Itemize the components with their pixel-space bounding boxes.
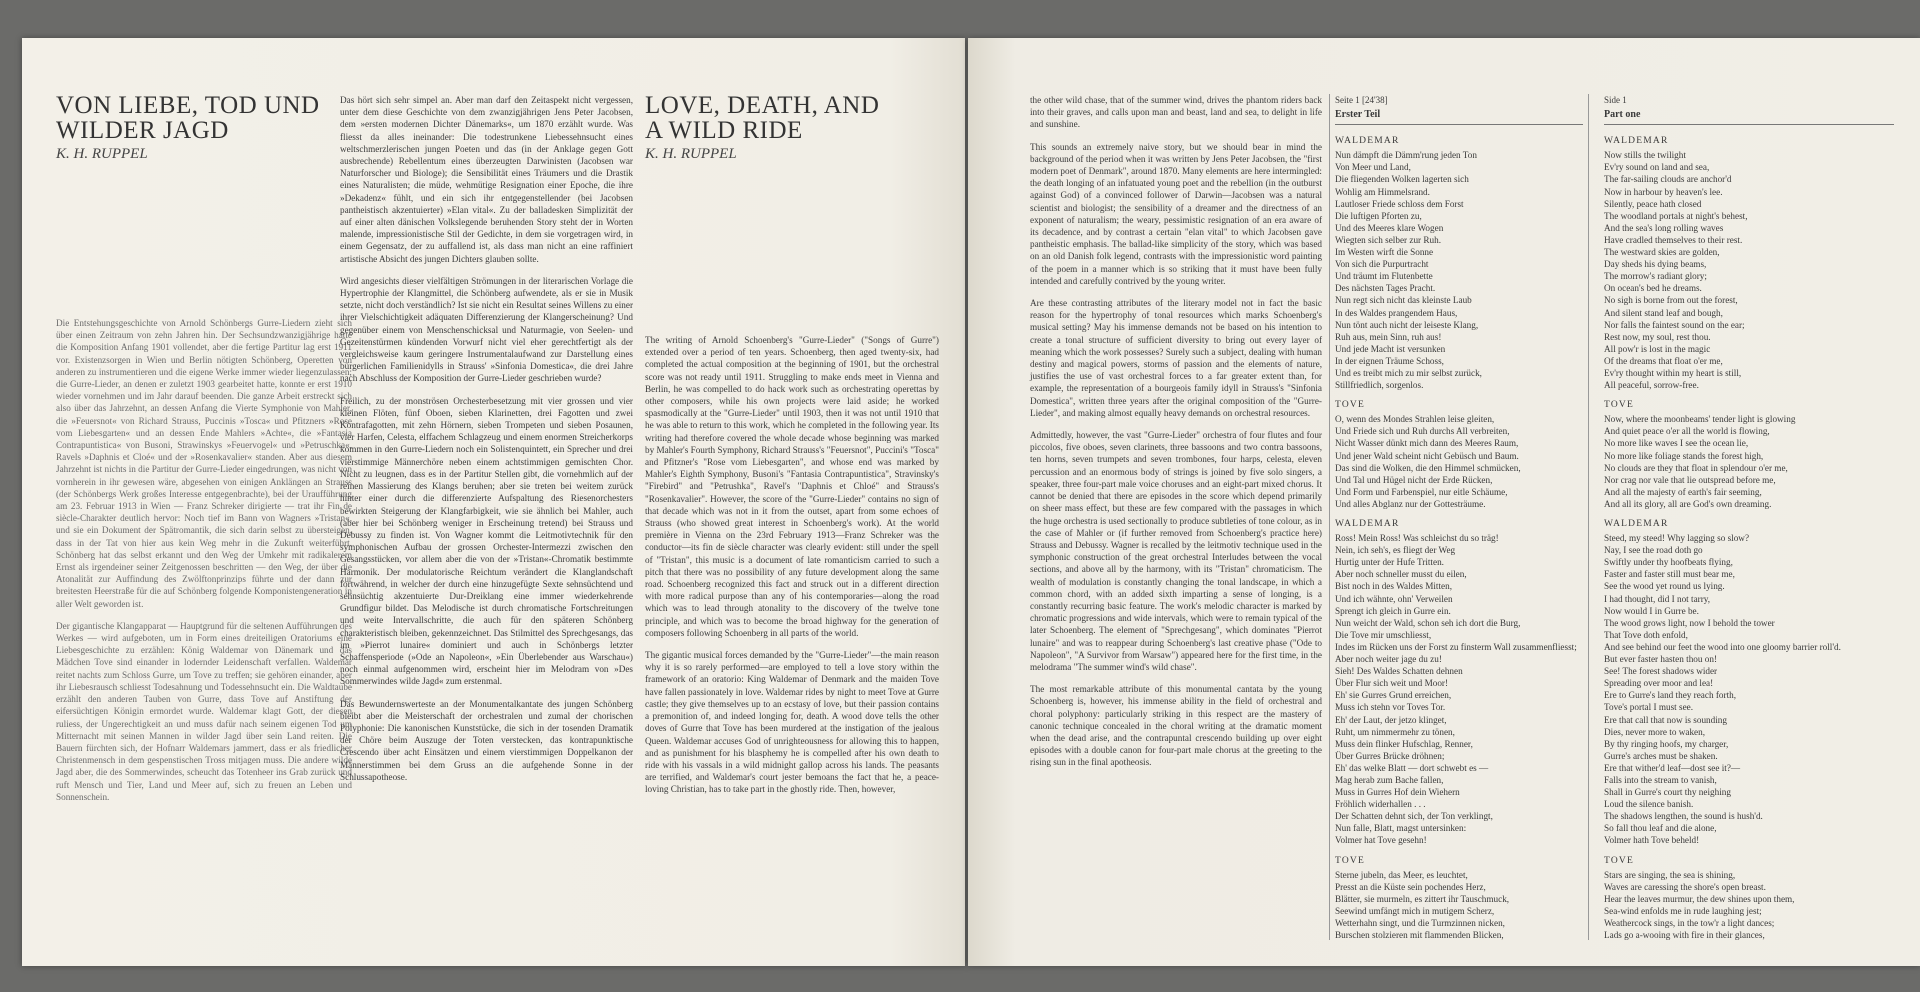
speaker-name: TOVE [1335,400,1365,411]
lyrics-lines [1604,532,1894,846]
lyric-line: Tove's portal I must see. [1604,702,1694,713]
lyric-line: Ross! Mein Ross! Was schleichst du so träg! [1335,533,1499,544]
lyric-line: All peaceful, sorrow-free. [1604,380,1699,391]
lyric-line: On ocean's bed he dreams. [1604,283,1702,294]
lyric-line: Und jener Wald scheint nicht Gebüsch und Baum. [1335,450,1519,461]
english-author: K. H. RUPPEL [645,146,737,162]
lyric-line: Now stills the twilight [1604,150,1686,161]
lyric-line: By thy ringing hoofs, my charger, [1604,738,1729,749]
speaker-name: TOVE [1604,400,1634,411]
column-divider [1588,94,1589,940]
lyric-line: The shadows lengthen, the sound is hush'd. [1604,811,1763,822]
lyric-line: Nun dämpft die Dämm'rung jeden Ton [1335,150,1477,161]
paragraph: The most remarkable attribute of this monumental cantata by the young Schoenberg is, however, his immense ability in the field of orchestral and choral polyphony: particularly striking in this respect are the mastery of canonic technique concealed in the choral writing at the dramatic moment when the dead arise, and the contrapuntal crescendo building up over eight episodes with a double canon for four-part male chorus at the greeting to the rising sun in the final apotheosis. [1030,684,1322,768]
lyric-line: Nun tönt auch nicht der leiseste Klang, [1335,319,1479,330]
lyrics-section [1335,518,1583,847]
lyric-line: O, wenn des Mondes Strahlen leise gleiten, [1335,414,1495,425]
lyric-line: Weathercock sings, in the tow'r a light dances; [1604,918,1775,928]
lyric-line: Von sich die Purpurtracht [1335,259,1429,270]
german-text-column-1 [56,317,352,813]
lyric-line: Stillfriedlich, sorgenlos. [1335,380,1424,391]
paragraph: This sounds an extremely naive story, but we should bear in mind the background of the period when it was written by Jens Peter Jacobsen, the "first modern poet of Denmark", around 1870. Many elements are here intermingled: the death longing of an infatuated young poet and the rebellion (in the outburst against God) of a convinced follower of Darwin—Jacobsen was a natural scientist and biologist; the sensibility of a dreamer and the directness of an exponent of naturalism; the weary, pessimistic resignation of an era aware of its decadence, and by contrast a certain "elan vital" to which Jacobsen gave pantheistic emphasis. The ballad-like simplicity of the story, which was based on an old Danish folk legend, contrasts with the impressionistic word painting of the poem in a manner which is so striking that it must have been fully intended and carefully contrived by the young writer. [1030,141,1322,286]
english-text-column-2 [1030,94,1322,779]
lyric-line: Now, where the moonbeams' tender light is glowing [1604,414,1796,425]
lyric-line: Ev'ry sound on land and sea, [1604,162,1710,173]
lyric-line: Ere to Gurre's land they reach forth, [1604,690,1737,701]
lyric-line: The westward skies are golden, [1604,247,1720,258]
lyric-line: Ere that call that now is sounding [1604,714,1727,725]
lyric-line: Nun weicht der Wald, schon seh ich dort die Burg, [1335,617,1521,628]
lyric-line: Und träumt im Flutenbette [1335,271,1433,282]
lyrics-german-column [1335,94,1583,940]
lyrics-section [1335,855,1583,940]
lyric-line: Das sind die Wolken, die den Himmel schmücken, [1335,462,1521,473]
english-title-line2: A WILD RIDE [645,117,803,144]
lyric-line: Hear the leaves murmur, the dew shines upon them, [1604,893,1795,904]
lyric-line: The woodland portals at night's behest, [1604,210,1748,221]
paragraph: Das hört sich sehr simpel an. Aber man darf den Zeitaspekt nicht vergessen, unter dem diese Geschichte von dem zwanzigjährigen Jens Peter Jacobsen, dem »ersten modernen Dichter Dänemarks«, um 1870 erzählt wurde. Was fliesst da alles ineinander: Die todestrunkene Liebessehnsucht eines weltschmerzlerischen jungen Poeten und das (in der Anklage gegen Gott ausbrechende) Rebellentum eines überzeugten Darwinisten (Jacobsen war Naturforscher und Biologe); die Sensibilität eines Träumers und die Drastik eines Naturalisten; die müde, wehmütige Resignation einer Epoche, die ihre »Dekadenz« fühlt, und ein sich ihr entgegenstellender (bei Jacobsen pantheistisch akzentuierter) »Elan vital«. Zu der balladesken Simplizität der auf einer alten dänischen Volkslegende beruhenden Story steht der in Worten malende, impressionistische Stil der Gedichte, in dem sie vorgetragen wird, in einem Gegensatz, der zu auffallend ist, als dass man nicht an eine raffiniert artistische Absicht des jungen Dichters glauben sollte. [340,95,633,264]
lyric-line: Muss ich stehn vor Toves Tor. [1335,702,1446,713]
english-title [645,93,879,143]
lyric-line: Loud the silence banish. [1604,799,1694,810]
lyric-line: No more like waves I see the ocean lie, [1604,438,1749,449]
lyric-line: Sea-wind enfolds me in rude laughing jest; [1604,905,1762,916]
lyrics-lines [1604,413,1894,510]
lyric-line: Über Gurres Brücke dröhnen; [1335,750,1445,761]
speaker-name: TOVE [1604,855,1634,866]
speaker-name: WALDEMAR [1604,519,1669,529]
lyric-line: And silent stand leaf and bough, [1604,307,1723,318]
paragraph: the other wild chase, that of the summer wind, drives the phantom riders back into their graves, and calls upon man and beast, land and sea, to delight in life and sunshine. [1030,95,1322,130]
lyric-line: The morrow's radiant glory; [1604,271,1707,282]
lyric-line: Im Westen wirft die Sonne [1335,247,1434,258]
lyric-line: Von Meer und Land, [1335,162,1411,173]
speaker-name: WALDEMAR [1335,519,1400,529]
lyric-line: Nun falle, Blatt, magst untersinken: [1335,823,1467,834]
lyric-line: Und Tal und Hügel nicht der Erde Rücken, [1335,474,1493,485]
lyric-line: Nor falls the faintest sound on the ear; [1604,319,1745,330]
lyric-line: Of the dreams that float o'er me, [1604,355,1723,366]
lyric-line: Nicht Wasser dünkt mich dann des Meeres Raum, [1335,438,1519,449]
lyric-line: Falls into the stream to vanish, [1604,774,1717,785]
lyric-line: Dies, never more to waken, [1604,726,1706,737]
lyric-line: Eh' der Laut, der jetzo klinget, [1335,714,1447,725]
english-title-line1: LOVE, DEATH, AND [645,92,880,119]
german-title-line1: VON LIEBE, TOD UND [56,92,320,119]
lyric-line: Des nächsten Tages Pracht. [1335,283,1436,294]
lyric-line: Gurre's arches must be shaken. [1604,750,1718,761]
lyric-line: Now in harbour by heaven's lee. [1604,186,1723,197]
paragraph: Are these contrasting attributes of the literary model not in fact the basic reason for the hypertrophy of tonal resources which marks Schoenberg's musical setting? May his immense demands not be based on his intention to create a tonal structure of sufficient diversity to bring out every layer of meaning which the work possesses? Surely such a subject, dealing with human destiny and magical powers, storms of passion and the elements of nature, justifies the use of vast orchestral forces to a far greater extent than, for example, the representation of a bourgeois family idyll in Strauss's "Sinfonia Domestica", written three years after the original composition of the "Gurre-Lieder", and making almost equally heavy demands on orchestral resources. [1030,298,1322,418]
lyric-line: Presst an die Küste sein pochendes Herz, [1335,881,1486,892]
lyric-line: Die fliegenden Wolken lagerten sich [1335,174,1469,185]
lyric-line: See the wood yet round us lying. [1604,581,1725,592]
lyric-line: Und ich wähnte, ohn' Verweilen [1335,593,1453,604]
lyric-line: In der eignen Träume Schoss, [1335,355,1444,366]
lyric-line: Der Schatten dehnt sich, der Ton verklingt, [1335,811,1493,822]
lyric-line: Blätter, sie murmeln, es zittert ihr Tauschmuck, [1335,893,1510,904]
lyric-line: Und jede Macht ist versunken [1335,343,1446,354]
german-text-column-2 [340,94,633,793]
lyric-line: Volmer hath Tove beheld! [1604,835,1700,846]
speaker-name: TOVE [1335,855,1365,866]
lyric-line: Now would I in Gurre be. [1604,605,1699,616]
lyric-line: Und des Meeres klare Wogen [1335,222,1444,233]
lyric-line: And the sea's long rolling waves [1604,222,1724,233]
lyric-line: No clouds are they that float in splendour o'er me, [1604,462,1788,473]
lyric-line: Aber noch schneller musst du eilen, [1335,569,1467,580]
part-label: Erster Teil [1335,109,1583,125]
left-page [22,38,965,966]
lyrics-lines [1604,869,1894,940]
lyric-line: Waves are caressing the shore's open breast. [1604,881,1766,892]
lyric-line: Stars are singing, the sea is shining, [1604,869,1736,880]
lyric-line: Und es treibt mich zu mir selbst zurück, [1335,367,1482,378]
lyrics-english-column [1604,94,1894,940]
lyric-line: Shall in Gurre's court thy neighing [1604,787,1731,798]
lyric-line: And quiet peace o'er all the world is flowing, [1604,426,1770,437]
lyric-line: Nein, ich seh's, es fliegt der Weg [1335,545,1456,556]
lyric-line: Aber noch weiter jage du zu! [1335,654,1442,665]
german-author: K. H. RUPPEL [56,146,148,162]
lyrics-lines [1335,869,1583,940]
german-title-line2: WILDER JAGD [56,117,229,144]
paragraph: Freilich, zu der monströsen Orchesterbesetzung mit vier grossen und vier kleinen Flöten, fünf Oboen, sieben Klarinetten, drei Fagotten und zwei Kontrafagotten, mit zehn Hörnern, sieben Trompeten und sieben Posaunen, vier Harfen, Celesta, elffachem Schlagzeug und einem enormen Streicherkorps kommen in den Gurre-Liedern noch ein Solistenquintett, ein Sprecher und drei vierstimmige Männerchöre neben einem achtstimmigen gemischten Chor. Nicht zu leugnen, dass es in der Partitur Stellen gibt, die vornehmlich auf der reinen Massierung des Klangs beruhen; aber sie treten bei weitem zurück hinter einer durch die differenzierte Aufspaltung des Riesenorchesters bewirkten Steigerung der Klangfarbigkeit, wie sie ähnlich bei Mahler, auch (aber hier bei Schönberg weniger in Erscheinung tretend) bei Strauss und Debussy zu finden ist. Von Wagner kommt die Leitmotivtechnik für den symphonischen Aufbau der grossen Orchester-Intermezzi zwischen den Gesangsstücken, vor allem aber die von der »Tristan«-Chromatik bestimmte Harmonik. Der modulatorische Reichtum verändert die Klanglandschaft fortwährend, in welcher der durch eine hinzugefügte Sexte sehnsüchtend und sehnsüchtig akzentuierte Dur-Dreiklang eine immer wiederkehrende Grundfigur bildet. Das Melodische ist durch chromatische Fortschreitungen und weite Intervallschritte, die auch für den späteren Schönberg charakteristisch bleiben, gekennzeichnet. Das Stilmittel des Sprechgesangs, das im »Pierrot lunaire« dominiert und auch in Schönbergs letzter Schaffensperiode (»Ode an Napoleon«, »Ein Überlebender aus Warschau«) noch einmal aufgenommen wird, erscheint hier im Melodram von »Des Sommerwindes wilde Jagd« zum erstenmal. [340,395,633,687]
lyric-line: Burschen stolzieren mit flammenden Blicken, [1335,930,1504,940]
lyric-line: Sprengt ich gleich in Gurre ein. [1335,605,1451,616]
lyrics-section [1335,135,1583,391]
lyric-line: Bist noch in des Waldes Mitten, [1335,581,1452,592]
lyric-line: Nor crag nor vale that lie outspread before me, [1604,474,1776,485]
lyrics-section [1604,135,1894,391]
lyric-line: Nay, I see the road doth go [1604,545,1703,556]
lyric-line: Volmer hat Tove gesehn! [1335,835,1427,846]
paragraph: Wird angesichts dieser vielfältigen Strömungen in der literarischen Vorlage die Hypertrophie der Klangmittel, die Schönberg aufwendete, als er sie in Musik setzte, nicht doch verständlich? Ist sie nicht ein Resultat seines Willens zu einer ihrer Vielschichtigkeit adäquaten Differenzierung der Klangerscheinung? Und gegenüber einem von Menschenschicksal und Naturmagie, von Seelen- und Gezeitenstürmen kündenden Vorwurf nicht viel eher gerechtfertigt als der vergleichsweise kaum geringere Instrumentalaufwand zur Darstellung eines bürgerlichen Familienidylls in Strauss' »Sinfonia Domestica«, die drei Jahre nach Abschluss der Komposition der Gurre-Lieder geschrieben wurde? [340,275,633,384]
lyric-line: So fall thou leaf and die alone, [1604,823,1717,834]
lyric-line: Nun regt sich nicht das kleinste Laub [1335,295,1472,306]
lyric-line: Day sheds his dying beams, [1604,259,1707,270]
lyric-line: The far-sailing clouds are anchor'd [1604,174,1732,185]
english-text-column-1 [645,334,939,806]
part-label: Part one [1604,109,1894,125]
paragraph: Admittedly, however, the vast "Gurre-Lieder" orchestra of four flutes and four piccolos, five oboes, seven clarinets, three bassoons and two contra bassoons, ten horns, seven trumpets and seven trombones, four harps, celesta, eleven percussion and an enormous body of strings is joined by five solo singers, a speaker, three four-part male voice choruses and an eight-part mixed chorus. It cannot be denied that there are episodes in the score which depend primarily on sheer mass effect, but these are few compared with the passages in which the huge orchestra is used sectionally to produce subtleties of tone colour, as in the case of Mahler or (if further removed from Schoenberg's practice here) Strauss and Debussy. Wagner is recalled by the leitmotiv technique used in the symphonic construction of the great orchestral Interludes between the vocal sections, and above all by the harmony, with its "Tristan" chromaticism. The wealth of modulation is constantly changing the tonal landscape, in which a common chord, with an added sixth imparting a sense of longing, is a constantly recurring basic feature. The work's melodic character is marked by chromatic progressions and wide intervals, which were to remain typical of the later Schoenberg. The element of "Sprechgesang", which dominates "Pierrot lunaire" and was to reappear during Schoenberg's last creative phase ("Ode to Napoleon", "A Survivor from Warsaw") appeared here for the first time, in the melodrama "The summer wind's wild chase". [1030,430,1322,672]
lyric-line: Fröhlich widerhallen . . . [1335,799,1426,810]
lyric-line: Have cradled themselves to their rest. [1604,234,1743,245]
lyric-line: The wood grows light, now I behold the tower [1604,617,1775,628]
lyric-line: Lads go a-wooing with fire in their glances, [1604,930,1765,940]
lyric-line: Ruh aus, mein Sinn, ruh aus! [1335,331,1442,342]
paragraph: The gigantic musical forces demanded by the "Gurre-Lieder"—the main reason why it is so rarely performed—are employed to tell a love story within the framework of an oratorio: King Waldemar of Denmark and the maiden Tove have fallen passionately in love. Waldemar rides by night to meet Tove at Gurre castle; they give themselves up to an ecstasy of love, but their passion contains a premonition of, and indeed longing for, death. A wood dove tells the other doves of Gurre that Tove has been murdered at the instigation of the jealous Queen. Waldemar accuses God of unrighteousness for allowing this to happen, and as punishment for his blasphemy he is compelled after his own death to ride with his vassals in a wild midnight gallop across his lands. The peasants are terrified, and Waldemar's court jester bemoans the fact that he, a peace-loving Christian, has to take part in the ghostly ride. Then, however, [645,650,939,795]
lyric-line: I had thought, did I not tarry, [1604,593,1711,604]
lyric-line: Die Tove mir umschliesst, [1335,629,1432,640]
lyrics-lines [1335,532,1583,846]
lyric-line: Swiftly under thy hoofbeats flying, [1604,557,1733,568]
lyric-line: See! The forest shadows wider [1604,666,1718,677]
lyrics-section [1604,855,1894,940]
lyrics-lines [1604,149,1894,391]
lyric-line: Hurtig unter der Hufe Tritten. [1335,557,1444,568]
lyric-line: All pow'r is lost in the magic [1604,343,1711,354]
lyric-line: Und Form und Farbenspiel, nur eitle Schäume, [1335,486,1508,497]
column-divider [1329,94,1330,940]
lyric-line: Lautloser Friede schloss dem Forst [1335,198,1464,209]
album-booklet-spread [22,38,1920,966]
paragraph: The writing of Arnold Schoenberg's "Gurre-Lieder" ("Songs of Gurre") extended over a period of ten years. Schoenberg, then aged twenty-six, had completed the actual composition at the beginning of 1901, but the orchestral score was not ready until 1911. Struggling to make ends meet in Vienna and Berlin, he was compelled to do hack work such as orchestrating operettas by other composers, while his own projects were laid aside; he worked spasmodically at the "Gurre-Lieder" until 1903, then it was not until 1910 that he was able to return to this work, which he completed in the following year. Its writing had therefore covered the whole decade whose beginning was marked by Mahler's Fourth Symphony, Richard Strauss's "Feuersnot", Puccini's "Tosca" and Pfitzner's "Rose vom Liebesgarten", and whose end was marked by Mahler's Eighth Symphony, Busoni's "Fantasia Contrapuntistica", Stravinsky's "Firebird" and "Petrushka", Ravel's "Daphnis et Chloé" and Strauss's "Rosenkavalier". However, the score of the "Gurre-Lieder" contains no sign of that decade which was not in it from the outset, apart from some echoes of Strauss (who showed great interest in Schoenberg's work). At the world première in Vienna on the 23rd February 1913—Franz Schreker was the conductor—its fin de siècle character was clearly evident: still under the spell of "Tristan", this music is a document of late romanticism carried to such a pitch that there was no possibility of any future development along the same road. Schoenberg recognized this fact and struck out in a different direction with more radical purpose than any of his contemporaries—along the road which was to lead through atonality to the discovery of the twelve tone principle, and which was to become the broad highway for the generation of composers following Schoenberg in all parts of the world. [645,335,939,638]
lyric-line: Ere that wither'd leaf—dost see it?— [1604,762,1741,773]
lyric-line: Und alles Abglanz nur der Gottesträume. [1335,498,1486,509]
lyrics-lines [1335,149,1583,391]
lyric-line: Eh' sie Gurres Grund erreichen, [1335,690,1452,701]
lyric-line: Rest now, my soul, rest thou. [1604,331,1711,342]
lyric-line: Indes im Rücken uns der Forst zu finsterm Wall zusammenfliesst; [1335,641,1577,652]
lyric-line: Wetterhahn singt, und die Turmzinnen nicken, [1335,918,1505,928]
lyric-line: Faster and faster still must bear me, [1604,569,1735,580]
lyric-line: No more like foliage stands the forest high, [1604,450,1764,461]
lyric-line: Über Flur sich weit und Moor! [1335,678,1449,689]
lyrics-section [1604,399,1894,510]
lyric-line: Eh' das welke Blatt — dort schwebt es — [1335,762,1489,773]
side-label: Side 1 [1604,95,1627,105]
paragraph: Der gigantische Klangapparat — Hauptgrund für die seltenen Aufführungen des Werkes — wird aufgeboten, um in Form eines dreiteiligen Oratoriums eine Liebesgeschichte zu erzählen: König Waldemar von Dänemark und das Mädchen Tove sind einander in lodernder Leidenschaft verfallen. Waldemar reitet nachts zum Schloss Gurre, um Tove zu treffen; sie gehören einander, aber ihr Liebesrausch schliesst Todesahnung und Todessehnsucht ein. Die Waldtaube erzählt den anderen Tauben von Gurre, dass Tove auf Anstiftung der eifersüchtigen Königin ermordet wurde. Waldemar klagt Gott, der diesen ruliess, der Ungerechtigkeit an und muss dafür nach seinem eigenen Tod um Mitternacht mit seinen Mannen in wilder Jagd über sein Land reiten. Die Bauern fürchten sich, der Hofnarr Waldemars jammert, dass er als friedlicher Christenmensch in dem gespenstischen Tross mitjagen muss. Die andere wilde Jagd aber, die des Sommerwindes, scheucht das Totenheer ins Grab zurück und ruft Mensch und Tier, Land und Meer auf, sich zu freuen an Leben und Sonnenschein. [56,620,352,802]
lyric-line: In des Waldes prangendem Haus, [1335,307,1458,318]
speaker-name: WALDEMAR [1604,136,1669,147]
paragraph: Das Bewundernswerteste an der Monumentalkantate des jungen Schönberg bleibt aber die Meisterschaft der orchestralen und zumal der chorischen Polyphonie: Die kanonischen Kunststücke, die sich in der tosenden Dramatik der Chöre beim Auszuge der Toten verstecken, das kontrapunktische Crescendo über acht Einsätzen und einem vierstimmigen Doppelkanon der Männerstimmen bei dem Gruss an die aufgehende Sonne in der Schlussapotheose. [340,698,633,782]
side-label: Seite 1 [24'38] [1335,95,1388,105]
lyric-line: And all the majesty of earth's fair seeming, [1604,486,1762,497]
right-page [968,38,1920,966]
lyrics-section [1604,518,1894,847]
lyric-line: That Tove doth enfold, [1604,629,1688,640]
lyric-line: Seewind umfängt mich in mutigem Scherz, [1335,905,1495,916]
lyric-line: Wiegten sich selber zur Ruh. [1335,234,1442,245]
lyric-line: Silently, peace hath closed [1604,198,1702,209]
lyric-line: Ruht, um nimmermehr zu tönen, [1335,726,1455,737]
lyric-line: No sigh is borne from out the forest, [1604,295,1738,306]
speaker-name: WALDEMAR [1335,136,1400,147]
german-title [56,93,320,143]
lyric-line: And see behind our feet the wood into one gloomy barrier roll'd. [1604,641,1841,652]
lyric-line: But ever faster hasten thou on! [1604,654,1718,665]
lyric-line: Steed, my steed! Why lagging so slow? [1604,533,1750,544]
lyrics-lines [1335,413,1583,510]
lyric-line: Sterne jubeln, das Meer, es leuchtet, [1335,869,1468,880]
lyric-line: And all its glory, all are God's own dreaming. [1604,498,1772,509]
lyric-line: Muss dein flinker Hufschlag, Renner, [1335,738,1473,749]
lyrics-section [1335,399,1583,510]
lyric-line: Muss in Gurres Hof dein Wiehern [1335,787,1460,798]
lyric-line: Wohlig am Himmelsrand. [1335,186,1430,197]
lyric-line: Die luftigen Pforten zu, [1335,210,1422,221]
lyric-line: Ev'ry thought within my heart is still, [1604,367,1742,378]
lyric-line: Mag herab zum Bache fallen, [1335,774,1444,785]
lyric-line: Und Friede sich und Ruh durchs All verbreiten, [1335,426,1510,437]
lyric-line: Sieh! Des Waldes Schatten dehnen [1335,666,1463,677]
paragraph: Die Entstehungsgeschichte von Arnold Schönbergs Gurre-Liedern zieht sich über einen Zeitraum von zehn Jahren hin. Der Sechsundzwanzigjährige hatte die Komposition Anfang 1901 vollendet, aber die fertige Partitur lag erst 1911 vor. Existenzsorgen in Wien und Berlin nötigten Schönberg, Operetten von anderen zu instrumentieren und die eigene Werke immer wieder liegenzulassen; die Gurre-Lieder, an denen er zuletzt 1903 gearbeitet hatte, konnte er erst 1910 wieder vornehmen und im Jahr darauf beenden. Die ganze Arbeit erstreckt sich also über das Jahrzehnt, an dessen Anfang die Vierte Symphonie von Mahler, die »Feuersnot« von Richard Strauss, Puccinis »Tosca« und Pfitzners »Rose vom Liebesgarten« und an dessen Ende Mahlers »Achte«, die »Fantasia Contrapuntistica« von Busoni, Strawinskys »Feuervogel« und »Petruschka«, Ravels »Daphnis et Cloé« und der »Rosenkavalier« standen. Aber aus diesem Jahrzehnt ist nichts in die Partitur der Gurre-Lieder eingedrungen, was nicht von vornherein in ihr gewesen wäre, abgesehen von einigen Anklängen an Strauss (der Schönbergs Werk großes Interesse entgegenbrachte), bei der Uraufführung am 23. Februar 1913 in Wien — Franz Schreker dirigierte — trat ihr Fin de siècle-Charakter deutlich hervor: Noch tief im Bann von Wagners »Tristan«, und sie ein Dokument der Spätromantik, die sich darin selbst zu übersteigen, dass in der Tat von hier aus kein Weg mehr in die Zukunft weiterführt. Schönberg hat das selbst erkannt und den Weg der Umkehr mit radikalerem Ernst als irgendeiner seiner Zeitgenossen beschritten — den Weg, der über die Atonalität zur Auffindung des Zwölftonprinzips führte und der dann zur breitesten Heerstraße für die auf Schönberg folgende Komponistengeneration in aller Welt geworden ist. [56,318,352,609]
lyric-line: Spreading over moor and lea! [1604,678,1714,689]
